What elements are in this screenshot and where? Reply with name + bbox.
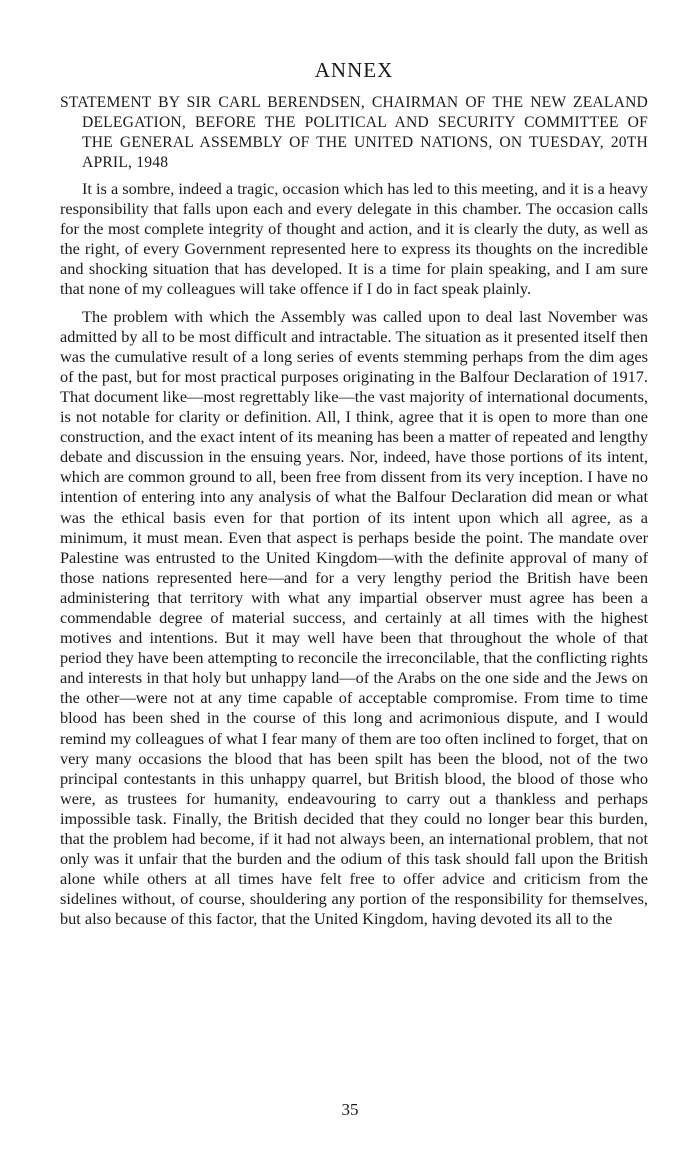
body-paragraph-2: The problem with which the Assembly was called upon to deal last November was admitted by all to be most difficult and intractable. The situation as it presented itself then was the cumulative result of a long series of events stemming perhaps from the dim ages of the past, but for most practical purposes originating in the Balfour Declaration of 1917. That document like—most regrettably like—the vast majority of international documents, is not notable for clarity or definition. All, I think, agree that it is open to more than one construction, and the exact intent of its meaning has been a matter of repeated and lengthy debate and discussion in the ensuing years. Nor, indeed, have those portions of its intent, which are common ground to all, been free from dissent from its very inception. I have no intention of entering into any analysis of what the Balfour Declaration did mean or what was the ethical basis even for that portion of its intent upon which all agree, as a minimum, it must mean. Even that aspect is perhaps beside the point. The mandate over Palestine was entrusted to the United Kingdom—with the definite approval of many of those nations represented here—and for a very lengthy period the British have been administering that territory with what any impartial observer must agree has been a commendable degree of material success, and certainly at all times with the highest motives and intentions. But it may well have been that throughout the whole of that period they have been attempting to reconcile the irreconcilable, that the conflicting rights and interests in that holy but unhappy land—of the Arabs on the one side and the Jews on the other—were not at any time capable of acceptable compromise. From time to time blood has been shed in the course of this long and acrimonious dispute, and I would remind my colleagues of what I fear many of them are too often inclined to forget, that on very many occasions the blood that has been spilt has been the blood, not of the two principal contestants in this unhappy quarrel, but British blood, the blood of those who were, as trustees for humanity, endeavouring to carry out a thankless and perhaps impossible task. Finally, the British decided that they could no longer bear this burden, that the problem had become, if it had not always been, an international problem, that not only was it unfair that the burden and the odium of this task should fall upon the British alone while others at all times have felt free to offer advice and criticism from the sidelines without, of course, shouldering any portion of the responsibility for themselves, but also because of this factor, that the United Kingdom, having devoted its all to the <box>60 306 648 929</box>
body-paragraph-1: It is a sombre, indeed a tragic, occasion which has led to this meeting, and it is a heavy responsibility that falls upon each and every delegate in this chamber. The occasion calls for the most complete integrity of thought and action, and it is clearly the duty, as well as the right, of every Government represented here to express its thoughts on the incredible and shocking situation that has developed. It is a time for plain speaking, and I am sure that none of my colleagues will take offence if I do in fact speak plainly. <box>60 179 648 299</box>
document-page <box>60 58 648 936</box>
page-number: 35 <box>341 1100 359 1119</box>
annex-title: ANNEX <box>314 58 394 82</box>
statement-heading: STATEMENT BY SIR CARL BERENDSEN, CHAIRMAN OF THE NEW ZEALAND DELEGATION, BEFORE THE POLITICAL AND SECURITY COMMITTEE OF THE GENERAL ASSEMBLY OF THE UNITED NATIONS, ON TUESDAY, 20TH APRIL, 1948 <box>60 94 648 171</box>
